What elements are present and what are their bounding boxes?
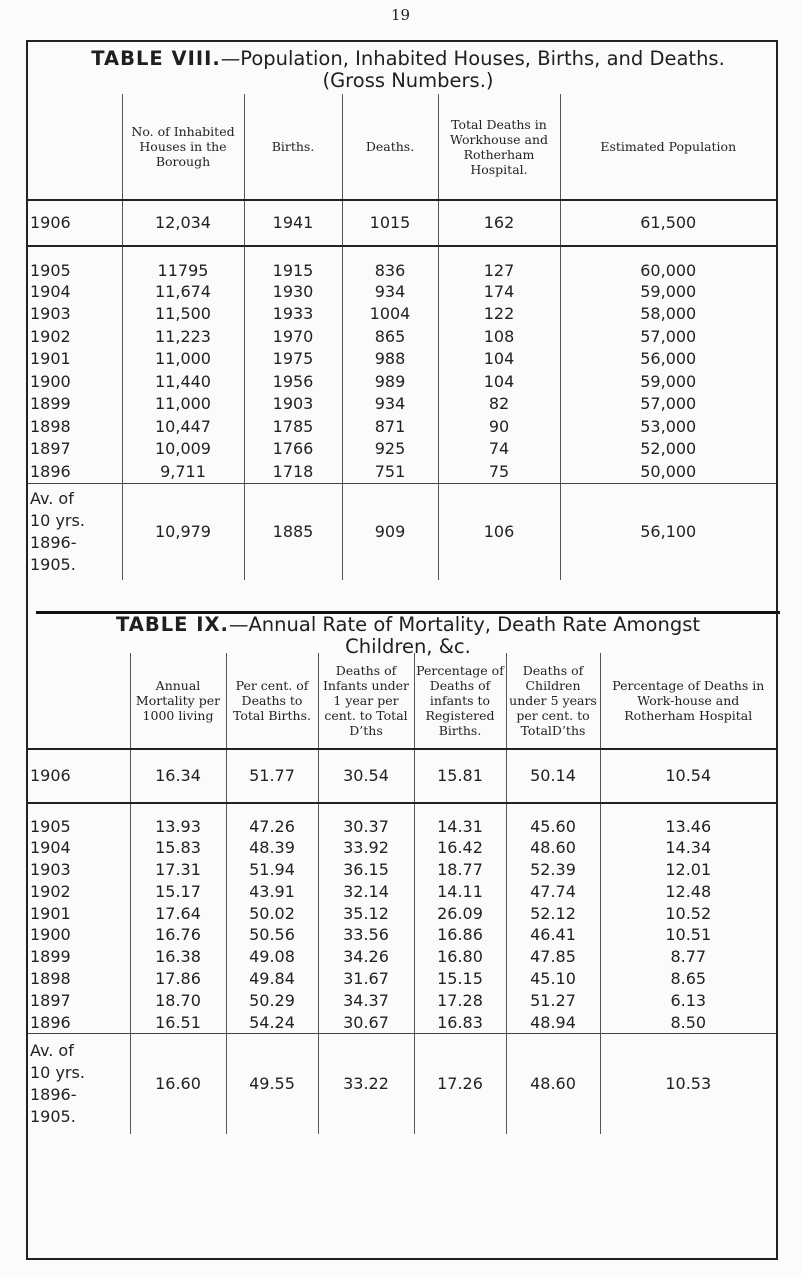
table9-cell: 47.85: [506, 946, 600, 968]
table8-average-cell: 10,979: [122, 483, 244, 580]
table8-row-year: 1896: [30, 461, 71, 481]
table9-cell: 34.26: [318, 946, 414, 968]
table8-cell: 1004: [342, 303, 438, 326]
table8-cell: 58,000: [560, 303, 776, 326]
table9-average-row: [28, 1034, 776, 1134]
table9-cell: 26.09: [414, 903, 506, 925]
table9-cell: 51.94: [226, 859, 318, 881]
table8-average-label: Av. of 10 yrs. 1896- 1905.: [28, 483, 122, 580]
table9-average-cell: 33.22: [318, 1034, 414, 1134]
table9-cell: 31.67: [318, 968, 414, 990]
table9-cell: 8.77: [600, 946, 776, 968]
table9-cell: 8.50: [600, 1012, 776, 1034]
table8-cell: 10,447: [122, 416, 244, 439]
table8-cell: 865: [342, 326, 438, 349]
table8-cell: 108: [438, 326, 560, 349]
table9-cell: 17.64: [130, 903, 226, 925]
table8-row-year: 1900: [30, 371, 71, 391]
table8-cell: 52,000: [560, 438, 776, 461]
table8-cell: 11,674: [122, 281, 244, 304]
table9-cell: 48.39: [226, 837, 318, 859]
table9-cell: 45.10: [506, 968, 600, 990]
table8-cell: 925: [342, 438, 438, 461]
table9-current-cell: 16.34: [130, 749, 226, 803]
table8-header-births: Births.: [244, 94, 342, 200]
table9-cell: 16.38: [130, 946, 226, 968]
table9-header-deaths-to-births: Per cent. of Deaths to Total Births.: [226, 653, 318, 749]
table8-subtitle: (Gross Numbers.): [322, 69, 494, 92]
table8-row-year: 1904: [30, 281, 71, 301]
table8-cell: 60,000: [560, 246, 776, 281]
table8-table-row: [28, 303, 776, 326]
table8-table-row: [28, 438, 776, 461]
table9-cell: 13.46: [600, 803, 776, 837]
table9-cell: 15.17: [130, 881, 226, 903]
table9-current-cell: 10.54: [600, 749, 776, 803]
table9-cell: 34.37: [318, 990, 414, 1012]
table8-cell: 9,711: [122, 461, 244, 484]
table9-average-cell: 17.26: [414, 1034, 506, 1134]
table9-cell: 48.94: [506, 1012, 600, 1034]
table8-cell: 75: [438, 461, 560, 484]
table8-current-row: [28, 200, 776, 246]
table8-cell: 10,009: [122, 438, 244, 461]
table8-average-cell: 909: [342, 483, 438, 580]
table9-row-year: 1902: [30, 881, 71, 901]
table8-cell: 11,500: [122, 303, 244, 326]
table8-table-row: [28, 348, 776, 371]
table8-average-cell: 1885: [244, 483, 342, 580]
table9-current-cell: 51.77: [226, 749, 318, 803]
table9-cell: 46.41: [506, 924, 600, 946]
table9-header-child-deaths: Deaths of Children under 5 years per cent. to TotalD’ths: [506, 653, 600, 749]
table8-cell: 57,000: [560, 393, 776, 416]
table9-header-corner: [28, 653, 130, 749]
table9-cell: 50.02: [226, 903, 318, 925]
table8-current-year: 1906: [28, 200, 122, 246]
table9-table-row: [28, 903, 776, 925]
table8-cell: 751: [342, 461, 438, 484]
table9-cell: 33.56: [318, 924, 414, 946]
table9-table-row: [28, 968, 776, 990]
table9-table-row: [28, 990, 776, 1012]
table9-cell: 32.14: [318, 881, 414, 903]
table9-cell: 43.91: [226, 881, 318, 903]
table9-cell: 36.15: [318, 859, 414, 881]
table8-cell: 104: [438, 371, 560, 394]
table8-row-year: 1903: [30, 304, 71, 324]
table9-current-row: [28, 749, 776, 803]
table8-cell: 104: [438, 348, 560, 371]
table9-row-year: 1900: [30, 925, 71, 945]
table8-cell: 1785: [244, 416, 342, 439]
table8-header-houses: No. of Inhabited Houses in the Borough: [122, 94, 244, 200]
table9-cell: 13.93: [130, 803, 226, 837]
table9-cell: 50.56: [226, 924, 318, 946]
table9-current-cell: 30.54: [318, 749, 414, 803]
table8-header-corner: [28, 94, 122, 200]
table9-cell: 14.34: [600, 837, 776, 859]
table8-cell: 127: [438, 246, 560, 281]
table8-row-year: 1901: [30, 349, 71, 369]
table8-cell: 1718: [244, 461, 342, 484]
table8-title-lead: TABLE VIII.: [91, 47, 221, 70]
table9-current-year: 1906: [28, 749, 130, 803]
table8-cell: 934: [342, 393, 438, 416]
table9-table-row: [28, 1012, 776, 1034]
table9-table-row: [28, 881, 776, 903]
table9-cell: 35.12: [318, 903, 414, 925]
table9-cell: 17.31: [130, 859, 226, 881]
table9-cell: 30.67: [318, 1012, 414, 1034]
table8-cell: 871: [342, 416, 438, 439]
table9-table-row: [28, 837, 776, 859]
table8-cell: 82: [438, 393, 560, 416]
table8-cell: 53,000: [560, 416, 776, 439]
table9-cell: 51.27: [506, 990, 600, 1012]
table8-cell: 174: [438, 281, 560, 304]
table8-row-year: 1898: [30, 416, 71, 436]
table9-title-lead: TABLE IX.: [115, 613, 229, 636]
table9-cell: 54.24: [226, 1012, 318, 1034]
table8-cell: 11795: [122, 246, 244, 281]
table9-cell: 16.86: [414, 924, 506, 946]
table8-current-cell: 61,500: [560, 200, 776, 246]
table8-cell: 11,223: [122, 326, 244, 349]
table8-table-row: [28, 281, 776, 304]
table8-title: [36, 48, 780, 92]
table9-header-infant-percentage: Percentage of Deaths of infants to Registered Births.: [414, 653, 506, 749]
table9-header-annual-mortality: Annual Mortality per 1000 living: [130, 653, 226, 749]
table9-cell: 12.48: [600, 881, 776, 903]
table8-cell: 11,000: [122, 348, 244, 371]
table9-cell: 16.51: [130, 1012, 226, 1034]
table8-cell: 1930: [244, 281, 342, 304]
table9-cell: 6.13: [600, 990, 776, 1012]
table8-cell: 1956: [244, 371, 342, 394]
table8-cell: 59,000: [560, 371, 776, 394]
table8-current-cell: 1015: [342, 200, 438, 246]
table9-row-year: 1899: [30, 947, 71, 967]
table9-table-row: [28, 946, 776, 968]
table8-cell: 50,000: [560, 461, 776, 484]
table9-row-year: 1904: [30, 837, 71, 857]
table9-cell: 16.83: [414, 1012, 506, 1034]
table8-cell: 1975: [244, 348, 342, 371]
table9-cell: 49.84: [226, 968, 318, 990]
table9-current-cell: 15.81: [414, 749, 506, 803]
table9-cell: 18.77: [414, 859, 506, 881]
table8: [28, 94, 776, 580]
table8-cell: 56,000: [560, 348, 776, 371]
table8-row-year: 1902: [30, 326, 71, 346]
table9-cell: 15.83: [130, 837, 226, 859]
table8-cell: 57,000: [560, 326, 776, 349]
table8-cell: 90: [438, 416, 560, 439]
table8-cell: 11,440: [122, 371, 244, 394]
table8-average-cell: 106: [438, 483, 560, 580]
table9-cell: 18.70: [130, 990, 226, 1012]
table8-average-row: [28, 483, 776, 580]
table8-table-row: [28, 461, 776, 484]
table9-cell: 10.51: [600, 924, 776, 946]
table9-cell: 10.52: [600, 903, 776, 925]
table9-table-row: [28, 859, 776, 881]
table9-cell: 15.15: [414, 968, 506, 990]
table9-cell: 12.01: [600, 859, 776, 881]
table8-cell: 1766: [244, 438, 342, 461]
table8-row-year: 1897: [30, 439, 71, 459]
table9-header-infant-deaths: Deaths of Infants under 1 year per cent. to Total D’ths: [318, 653, 414, 749]
table8-cell: 989: [342, 371, 438, 394]
table8-header-deaths: Deaths.: [342, 94, 438, 200]
table9-row-year: 1905: [30, 816, 71, 836]
table9-cell: 52.39: [506, 859, 600, 881]
table8-header-row: [28, 94, 776, 200]
table9-average-cell: 49.55: [226, 1034, 318, 1134]
table9-cell: 47.74: [506, 881, 600, 903]
table9-cell: 33.92: [318, 837, 414, 859]
table9-cell: 17.28: [414, 990, 506, 1012]
table9-cell: 52.12: [506, 903, 600, 925]
table9-cell: 17.86: [130, 968, 226, 990]
table8-cell: 1970: [244, 326, 342, 349]
table9-header-row: [28, 653, 776, 749]
table8-table-row: [28, 371, 776, 394]
table9-cell: 16.80: [414, 946, 506, 968]
table8-header-workhouse-deaths: Total Deaths in Workhouse and Rotherham Hospital.: [438, 94, 560, 200]
table9-average-label: Av. of 10 yrs. 1896- 1905.: [28, 1034, 130, 1134]
table9-row-year: 1896: [30, 1012, 71, 1032]
table9-cell: 14.31: [414, 803, 506, 837]
table8-current-cell: 12,034: [122, 200, 244, 246]
table9-row-year: 1903: [30, 859, 71, 879]
table9-row-year: 1901: [30, 903, 71, 923]
table8-table-row: [28, 416, 776, 439]
table8-table-row: [28, 393, 776, 416]
table9-cell: 49.08: [226, 946, 318, 968]
table9-average-cell: 16.60: [130, 1034, 226, 1134]
table8-cell: 836: [342, 246, 438, 281]
table8-average-cell: 56,100: [560, 483, 776, 580]
table9-cell: 16.76: [130, 924, 226, 946]
table8-row-year: 1905: [30, 260, 71, 280]
table8-header-population: Estimated Population: [560, 94, 776, 200]
table9-title-rest: —Annual Rate of Mortality, Death Rate Amongst: [228, 613, 701, 636]
table9-table-row: [28, 803, 776, 837]
table8-row-year: 1899: [30, 394, 71, 414]
table8-cell: 934: [342, 281, 438, 304]
table9-current-cell: 50.14: [506, 749, 600, 803]
table8-cell: 1915: [244, 246, 342, 281]
table9-cell: 8.65: [600, 968, 776, 990]
table9-average-cell: 10.53: [600, 1034, 776, 1134]
table8-cell: 11,000: [122, 393, 244, 416]
table9-cell: 30.37: [318, 803, 414, 837]
table9-average-cell: 48.60: [506, 1034, 600, 1134]
table8-title-rest: —Population, Inhabited Houses, Births, and Deaths.: [220, 47, 725, 70]
table8-cell: 74: [438, 438, 560, 461]
table9-cell: 48.60: [506, 837, 600, 859]
table9-title: [36, 611, 780, 658]
table8-current-cell: 1941: [244, 200, 342, 246]
table9-table-row: [28, 924, 776, 946]
table9-cell: 14.11: [414, 881, 506, 903]
table8-table-row: [28, 326, 776, 349]
table8-cell: 1903: [244, 393, 342, 416]
table9-subtitle: Children, &c.: [345, 635, 471, 658]
page-number: 19: [390, 6, 411, 24]
table9-cell: 16.42: [414, 837, 506, 859]
table9-row-year: 1897: [30, 991, 71, 1011]
table9-cell: 45.60: [506, 803, 600, 837]
table9-cell: 47.26: [226, 803, 318, 837]
table9: [28, 653, 776, 1134]
table8-cell: 1933: [244, 303, 342, 326]
table8-table-row: [28, 246, 776, 281]
table9-cell: 50.29: [226, 990, 318, 1012]
table8-cell: 988: [342, 348, 438, 371]
table9-header-workhouse-percentage: Percentage of Deaths in Work-house and Rotherham Hospital: [600, 653, 776, 749]
table8-cell: 122: [438, 303, 560, 326]
table9-row-year: 1898: [30, 969, 71, 989]
table8-cell: 59,000: [560, 281, 776, 304]
table8-current-cell: 162: [438, 200, 560, 246]
